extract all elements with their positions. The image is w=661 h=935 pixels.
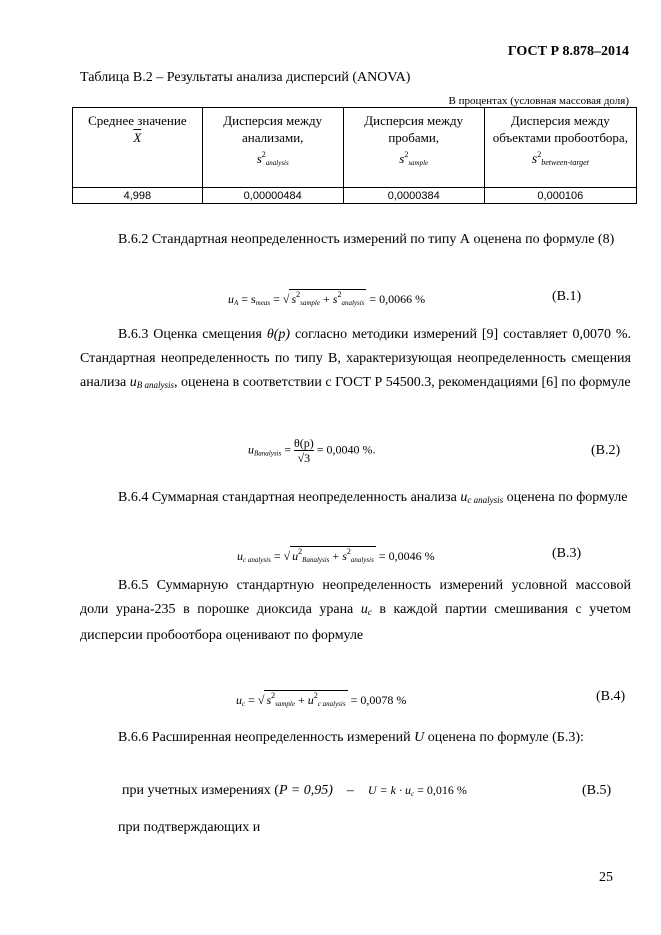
cell-analysis: 0,00000484 [202, 188, 343, 204]
cell-between-target: 0,000106 [484, 188, 636, 204]
page-number: 25 [599, 870, 613, 885]
paragraph-b64: В.6.4 Суммарная стандартная неопределенность анализа $u_{c analysis}$ оценена по формуле [118, 490, 628, 505]
table-caption: Таблица В.2 – Результаты анализа дисперсий (ANOVA) [80, 70, 411, 85]
mean-symbol: $\overline{X}$ [133, 130, 142, 145]
col-header-between-target: Дисперсия между объектами пробоотбора, $s^2_{between-target}$ [484, 108, 636, 188]
cell-sample: 0,0000384 [343, 188, 484, 204]
col-header-mean: Среднее значение $\overline{X}$ [73, 108, 203, 188]
paragraph-b66-cont: при подтверждающих и [118, 820, 261, 835]
formula-number-b1: (B.1) [552, 289, 582, 304]
table-row [73, 188, 637, 204]
table-header-row [73, 108, 637, 188]
formula-b1: $u_A = s_{meas}$ = √ $s^2_{sample} + s^2_{analysis} = 0,0066$ % [228, 290, 426, 307]
cell-mean: 4,998 [73, 188, 203, 204]
paragraph-b66: В.6.6 Расширенная неопределенность измерений U оценена по формуле (Б.3): [118, 730, 584, 745]
unit-note: В процентах (условная массовая доля) [448, 95, 629, 107]
formula-number-b5: (B.5) [582, 783, 612, 798]
paragraph-b65: В.6.5 Суммарную стандартную неопределенность измерений условной массовой доли урана-235 в порошке диоксида урана $u_c$ в каждой партии смешивания с учетом дисперсии пробоотбора оценивают по формуле [80, 578, 631, 643]
standard-header: ГОСТ Р 8.878–2014 [507, 44, 629, 59]
paragraph-b62: В.6.2 Стандартная неопределенность измерений по типу А оценена по формуле (8) [118, 232, 615, 247]
formula-b5-line: при учетных измерениях (P = 0,95) – $U = k \cdot u_c = 0,016$ % [122, 783, 467, 798]
col-header-sample: Дисперсия между пробами, $s^2_{sample}$ [343, 108, 484, 188]
anova-table [72, 107, 637, 204]
paragraph-b63: В.6.3 Оценка смещения θ(p) согласно методики измерений [9] составляет 0,0070 %. Стандартная неопределенность по типу В, характеризующая неопределенность смещения анализа $u_{B analysis}$, оценена в соответствии с ГОСТ Р 54500.3, рекомендациями [6] по формуле [80, 327, 632, 390]
formula-b3: $u_{c analysis}$ = √ $u^2_{Banalysis} + s^2_{analysis} = 0,0046$ % [237, 547, 435, 564]
formula-number-b3: (B.3) [552, 546, 582, 561]
formula-number-b4: (B.4) [596, 689, 626, 704]
col-header-analysis: Дисперсия между анализами, $s^2_{analysis}$ [202, 108, 343, 188]
formula-number-b2: (B.2) [591, 443, 621, 458]
fraction: $\frac{\theta(p)}{√3}$ [294, 436, 314, 465]
formula-b4: $u_c$ = √ $s^2_{sample} + u^2_{c analysis} = 0,0078$ % [236, 691, 407, 708]
formula-b2: $u_{Banalysis}$ = $\frac{\theta(p)}{√3}$ = 0,0040 %. [248, 436, 376, 465]
